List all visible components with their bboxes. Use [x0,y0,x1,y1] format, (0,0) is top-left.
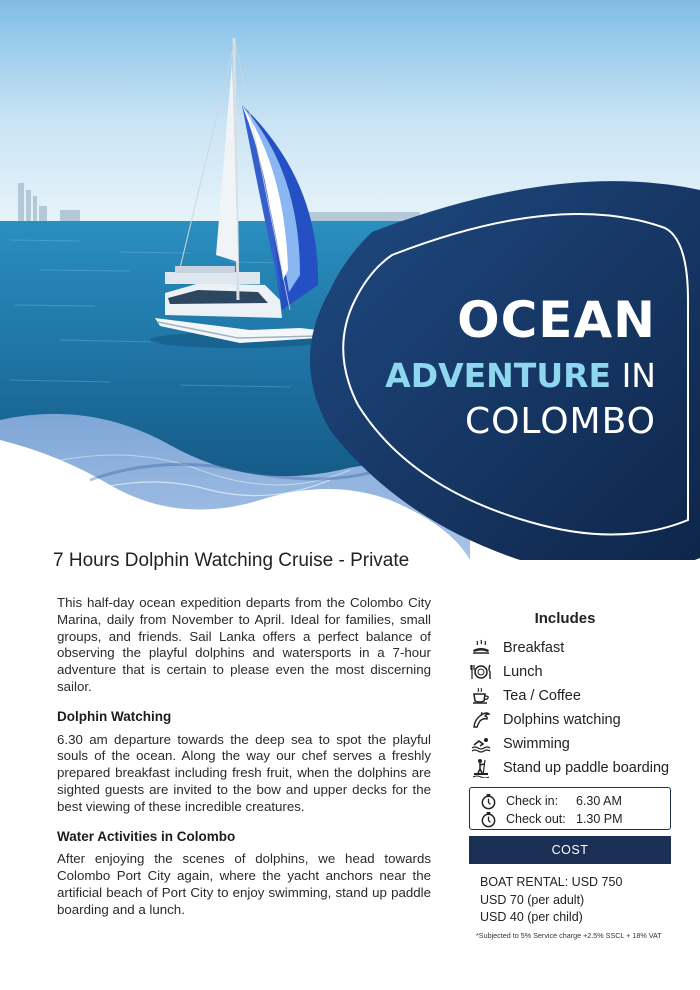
tax-note: *Subjected to 5% Service charge +2.5% SSCL + 18% VAT [476,931,662,940]
title-adventure-word: ADVENTURE [385,356,612,395]
title-colombo: COLOMBO [464,401,656,442]
stopwatch-icon [480,793,497,810]
includes-item-label: Lunch [503,664,543,680]
includes-panel [470,610,680,780]
includes-item-label: Dolphins watching [503,712,621,728]
includes-item-label: Swimming [503,736,570,752]
description-column [57,595,431,919]
price-adult: USD 70 (per adult) [480,892,585,907]
schedule-box [469,787,671,830]
title-adventure [385,354,656,398]
checkin-label: Check in: [506,794,559,808]
checkin-time: 6.30 AM [576,794,622,808]
checkout-time: 1.30 PM [576,812,623,826]
checkout-row [470,810,670,828]
includes-item-label: Stand up paddle boarding [503,760,670,776]
title-in: IN [611,356,656,395]
section-heading-dolphin-watching: Dolphin Watching [57,708,172,724]
includes-item-swimming [470,732,680,756]
cruise-subtitle: 7 Hours Dolphin Watching Cruise - Private [53,550,410,571]
breakfast-icon [470,637,492,659]
title-ocean: OCEAN [457,291,656,349]
includes-item-breakfast [470,636,680,660]
price-list [480,874,622,927]
includes-item-tea-coffee [470,684,680,708]
section-body-water-activities: After enjoying the scenes of dolphins, we head towards Colombo Port City again, where the yacht anchors near the artificial beach of Port City to enjoy swimming, stand up paddle boarding and a lunch. [57,851,431,917]
dolphin-icon [470,709,492,731]
price-boat-rental: BOAT RENTAL: USD 750 [480,875,623,889]
intro-paragraph: This half-day ocean expedition departs from the Colombo City Marina, daily from November to April. Ideal for families, small groups, and friends. Sail Lanka offers a perfect balance of observing the playful dolphins and watersports in a 7-hour adventure that is certain to please even the most discerning sailor. [57,595,431,694]
hero-title [385,292,656,446]
lunch-icon [470,661,492,683]
includes-list [470,636,680,780]
includes-heading: Includes [534,610,596,627]
paddle-board-icon [470,757,492,779]
checkout-label: Check out: [506,812,566,826]
section-heading-water-activities: Water Activities in Colombo [57,828,236,844]
includes-item-paddle-boarding [470,756,680,780]
includes-item-label: Breakfast [503,640,565,656]
checkin-row [470,792,670,810]
tea-cup-icon [470,685,492,707]
swimmer-icon [470,733,492,755]
price-child: USD 40 (per child) [480,910,583,924]
cost-heading: COST [469,836,671,864]
includes-item-lunch [470,660,680,684]
stopwatch-icon [480,811,497,828]
includes-item-label: Tea / Coffee [503,688,581,704]
includes-item-dolphins [470,708,680,732]
section-body-dolphin-watching: 6.30 am departure towards the deep sea to spot the playful souls of the ocean. Along the way our chef serves a freshly prepared breakfast including fresh fruit, when the dolphins are sighted guests are invited to the bow and upper decks for the best viewing of these incredible creatures. [57,731,431,814]
